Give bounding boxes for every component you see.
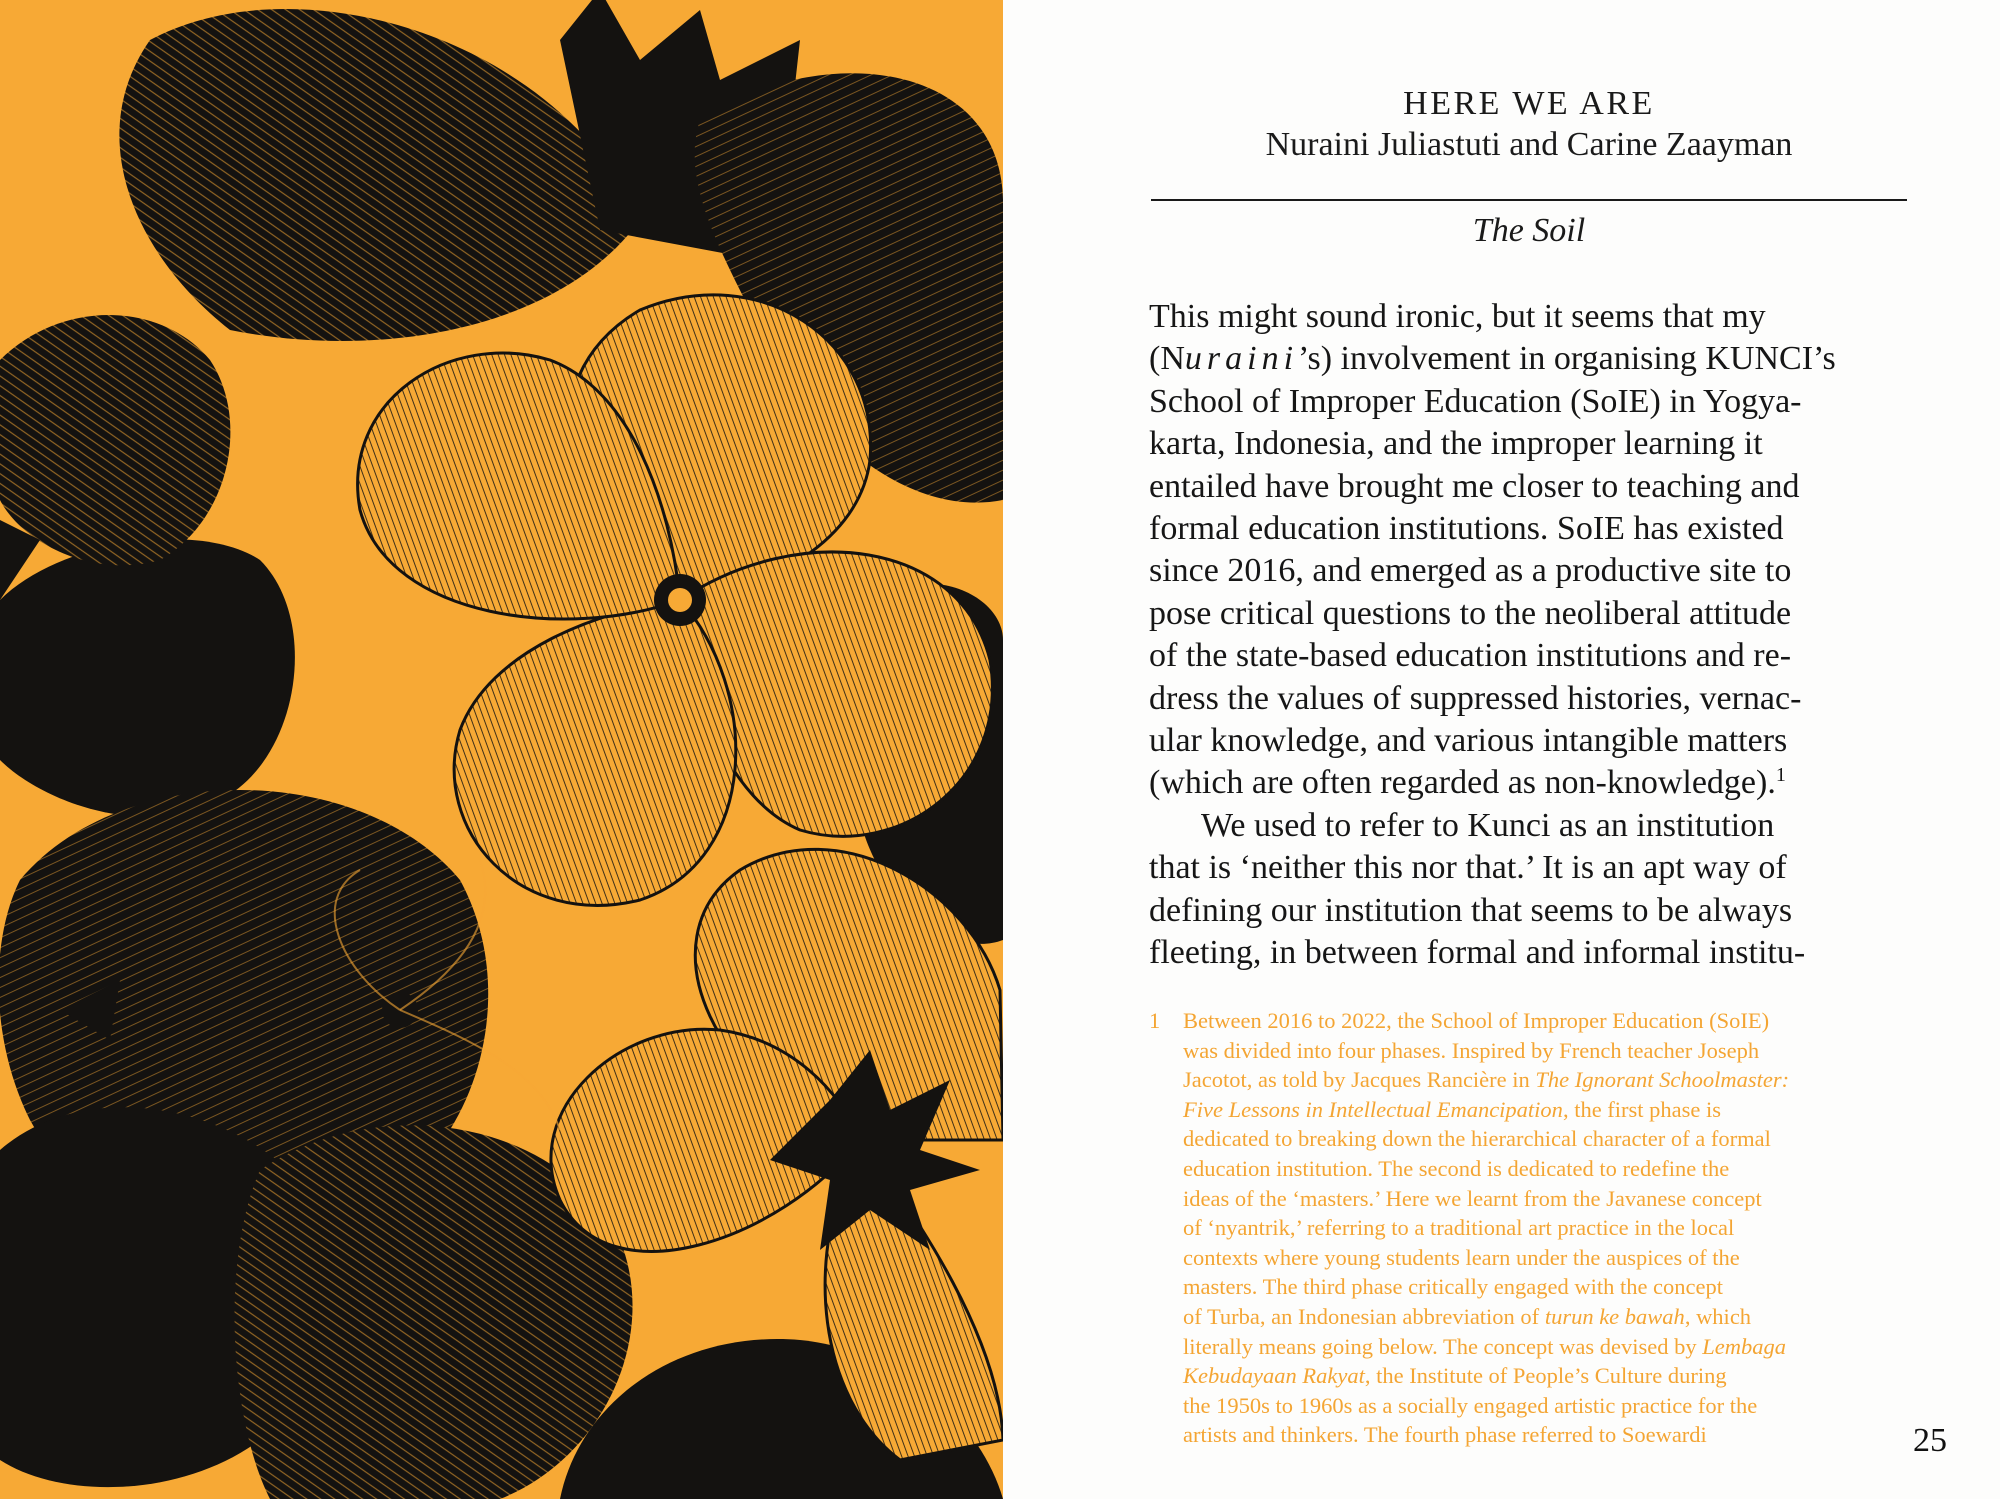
body-line — [1149, 338, 1919, 380]
footnote-line: contexts where young students learn under the auspices of the — [1183, 1244, 1740, 1270]
italic-term: Kebudayaan Rakyat — [1183, 1363, 1365, 1389]
footnote-line-text: Jacotot, as told by Jacques Rancière in — [1183, 1067, 1536, 1093]
italic-term: turun ke bawah — [1544, 1303, 1685, 1329]
footnote-line: Between 2016 to 2022, the School of Improper Education (SoIE) — [1183, 1008, 1770, 1033]
header-rule — [1151, 199, 1907, 201]
body-line — [1149, 762, 1919, 804]
body-line-suffix: ’s) involvement in organising KUNCI’s — [1298, 340, 1836, 378]
body-line: This might sound ironic, but it seems that my — [1149, 298, 1766, 335]
footnote-line — [1183, 1332, 1943, 1362]
footnote-line-text: of Turba, an Indonesian abbreviation of — [1183, 1303, 1545, 1329]
body-line: that is ‘neither this nor that.’ It is an apt way of — [1149, 849, 1787, 887]
footnote-reference[interactable]: 1 — [1775, 764, 1786, 787]
footnote-line: of ‘nyantrik,’ referring to a traditional art practice in the local — [1183, 1215, 1735, 1241]
footnote-line: artists and thinkers. The fourth phase referred to Soewardi — [1183, 1422, 1707, 1448]
section-heading: The Soil — [1472, 212, 1586, 249]
article-header — [1151, 84, 1907, 166]
footnote-number: 1 — [1149, 1008, 1161, 1033]
letterspaced-name: uraini — [1184, 340, 1299, 378]
book-title: Five Lessons in Intellectual Emancipation — [1183, 1096, 1563, 1122]
body-line: ular knowledge, and various intangible matters — [1149, 722, 1788, 760]
footnote-line — [1183, 1361, 1943, 1391]
body-line: karta, Indonesia, and the improper learning it — [1149, 425, 1763, 463]
body-line: since 2016, and emerged as a productive site to — [1149, 552, 1792, 590]
footnote-line — [1183, 1095, 1943, 1125]
book-title: The Ignorant Schoolmaster: — [1535, 1067, 1790, 1093]
body-line: dress the values of suppressed histories, vernac- — [1149, 679, 1802, 717]
body-line: fleeting, in between formal and informal institu- — [1149, 934, 1806, 972]
body-line: formal education institutions. SoIE has existed — [1149, 510, 1784, 548]
page-number: 25 — [1913, 1422, 1947, 1459]
body-line-text: (which are often regarded as non-knowledge). — [1149, 764, 1776, 802]
body-line: defining our institution that seems to be always — [1149, 891, 1793, 929]
footnote-line: the 1950s to 1960s as a socially engaged artistic practice for the — [1183, 1392, 1758, 1418]
italic-term: Lembaga — [1702, 1333, 1786, 1359]
article-title: HERE WE ARE — [1403, 85, 1655, 122]
footnote-line-text: , the Institute of People’s Culture during — [1364, 1363, 1727, 1389]
footnote-line: was divided into four phases. Inspired by French teacher Joseph — [1183, 1037, 1760, 1063]
body-line: School of Improper Education (SoIE) in Yogya- — [1149, 382, 1802, 420]
footnote-line: ideas of the ‘masters.’ Here we learnt from the Javanese concept — [1183, 1185, 1762, 1211]
footnote-line-text: , the first phase is — [1562, 1096, 1722, 1122]
article-authors: Nuraini Juliastuti and Carine Zaayman — [1265, 126, 1793, 163]
text-page — [1003, 0, 2000, 1499]
footnote-line: education institution. The second is dedicated to redefine the — [1183, 1155, 1730, 1181]
footnote-line: masters. The third phase critically engaged with the concept — [1183, 1274, 1724, 1300]
footnote-line-text: literally means going below. The concept was devised by — [1183, 1333, 1703, 1359]
footnote-line — [1183, 1302, 1943, 1332]
footnote-line: dedicated to breaking down the hierarchical character of a formal — [1183, 1126, 1771, 1152]
footnote-line-text: , which — [1684, 1303, 1752, 1329]
body-paragraphs — [1149, 296, 1919, 975]
body-line-prefix: (N — [1149, 340, 1185, 378]
footnote-line — [1183, 1065, 1943, 1095]
body-line: of the state-based education institutions and re- — [1149, 637, 1792, 675]
body-line: We used to refer to Kunci as an institution — [1201, 806, 1775, 844]
body-line: pose critical questions to the neoliberal attitude — [1149, 594, 1792, 632]
body-line: entailed have brought me closer to teaching and — [1149, 467, 1800, 505]
footnote-text — [1183, 1006, 1943, 1450]
